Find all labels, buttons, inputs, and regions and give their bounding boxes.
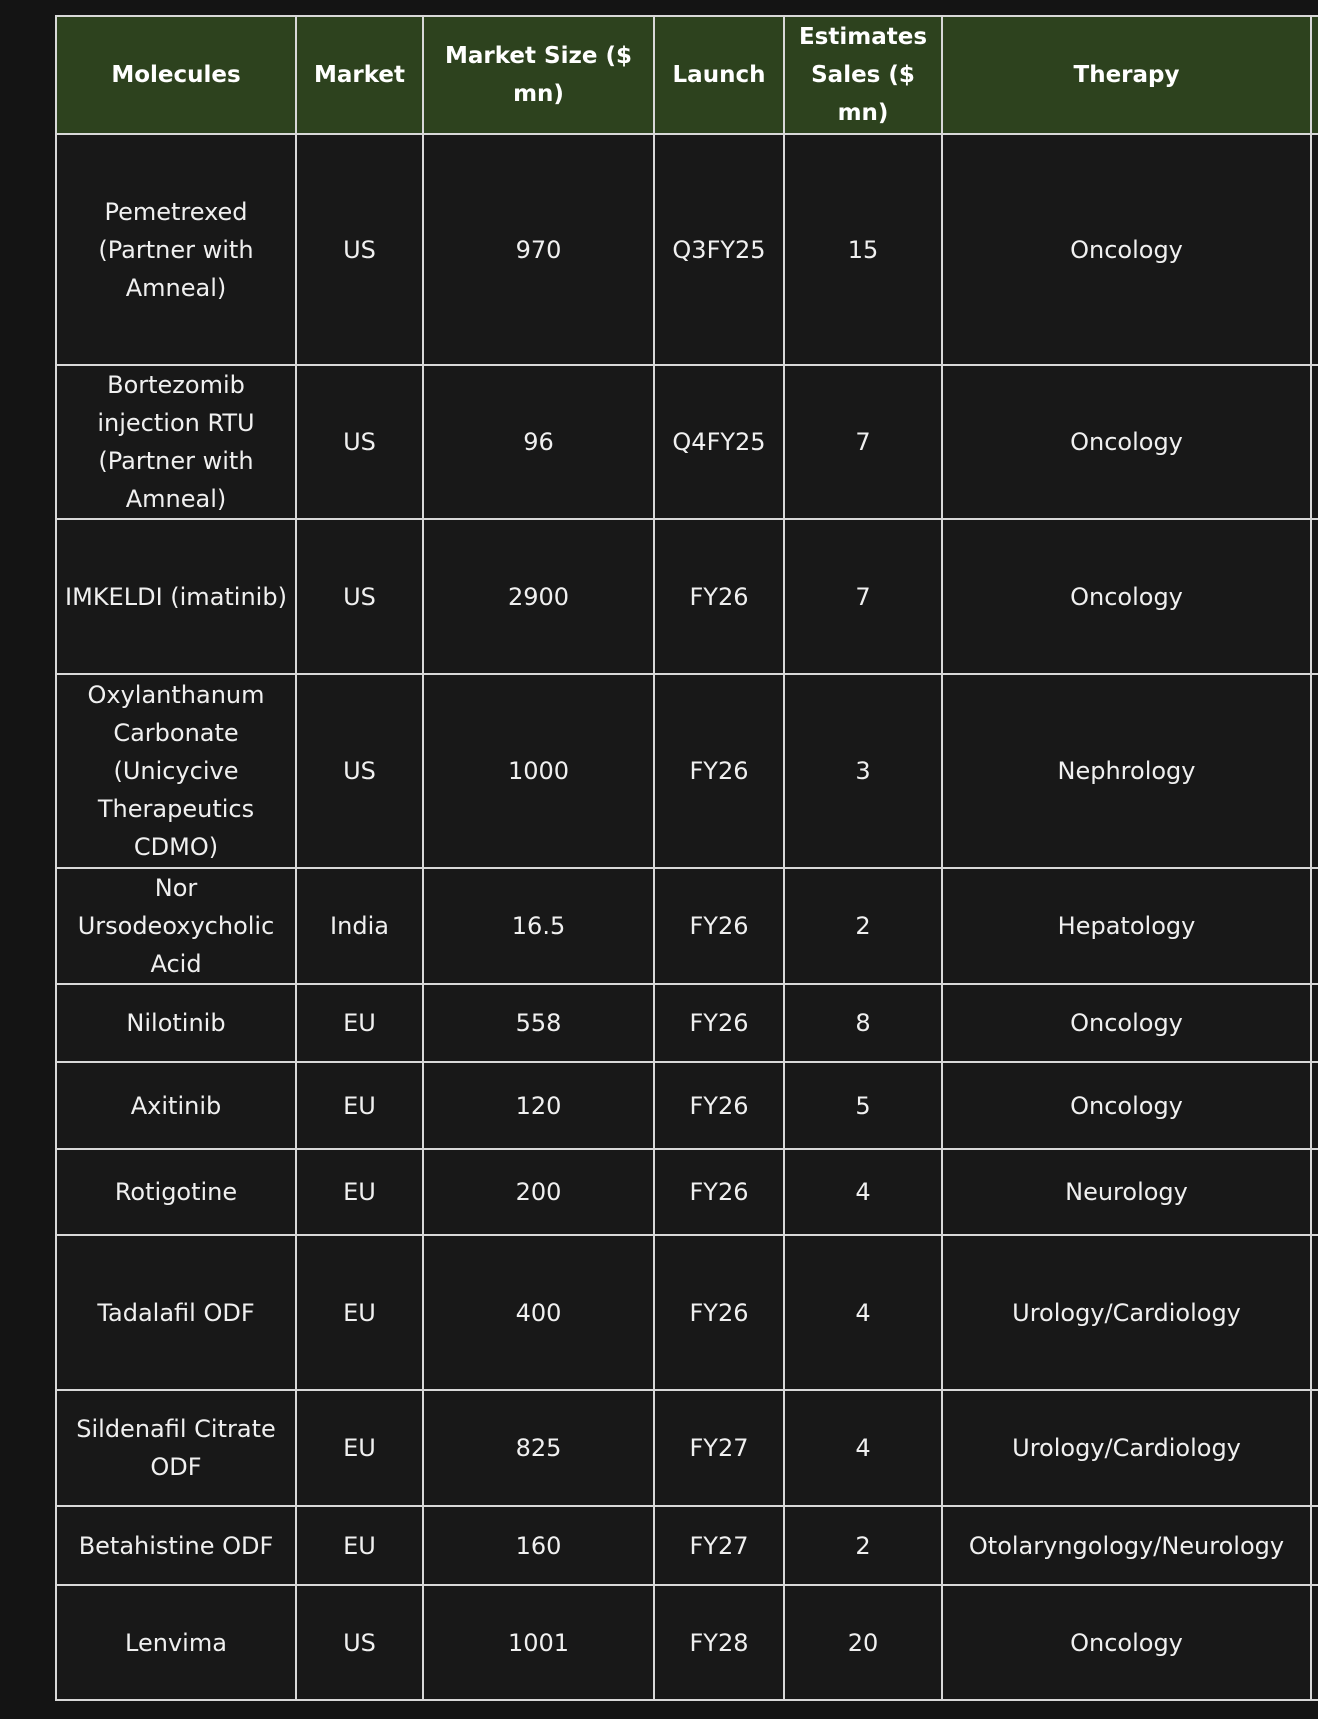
table-row <box>56 1235 1318 1390</box>
cut-off-cell <box>1311 134 1318 365</box>
launch-cell: FY26 <box>654 674 784 868</box>
market-size-cell: 970 <box>423 134 654 365</box>
launch-cell: FY26 <box>654 984 784 1062</box>
estimated-sales-cell: 5 <box>784 1062 942 1149</box>
table-body <box>56 134 1318 1700</box>
estimated-sales-cell: 7 <box>784 519 942 674</box>
cut-off-cell <box>1311 519 1318 674</box>
market-size-cell: 1001 <box>423 1585 654 1700</box>
market-size-cell: 400 <box>423 1235 654 1390</box>
market-size-cell: 200 <box>423 1149 654 1235</box>
market-cell: US <box>296 519 423 674</box>
market-cell: EU <box>296 1235 423 1390</box>
pipeline-table-container <box>55 15 1318 1701</box>
cut-off-cell <box>1311 365 1318 519</box>
table-row <box>56 1062 1318 1149</box>
market-size-cell: 120 <box>423 1062 654 1149</box>
therapy-cell: Urology/Cardiology <box>942 1390 1311 1506</box>
therapy-cell: Oncology <box>942 519 1311 674</box>
launch-cell: FY26 <box>654 1235 784 1390</box>
estimated-sales-cell: 7 <box>784 365 942 519</box>
cut-off-cell <box>1311 1062 1318 1149</box>
cut-off-cell <box>1311 674 1318 868</box>
molecule-cell: Rotigotine <box>56 1149 296 1235</box>
therapy-cell: Nephrology <box>942 674 1311 868</box>
launch-cell: FY27 <box>654 1506 784 1585</box>
therapy-cell: Oncology <box>942 1062 1311 1149</box>
launch-cell: Q3FY25 <box>654 134 784 365</box>
therapy-cell: Neurology <box>942 1149 1311 1235</box>
header-market: Market <box>296 16 423 134</box>
market-size-cell: 96 <box>423 365 654 519</box>
launch-cell: FY26 <box>654 868 784 984</box>
table-row <box>56 519 1318 674</box>
molecule-cell: Nilotinib <box>56 984 296 1062</box>
market-size-cell: 160 <box>423 1506 654 1585</box>
molecule-cell: Lenvima <box>56 1585 296 1700</box>
cut-off-cell <box>1311 1149 1318 1235</box>
market-size-cell: 16.5 <box>423 868 654 984</box>
molecule-cell: IMKELDI (imatinib) <box>56 519 296 674</box>
launch-cell: FY26 <box>654 1149 784 1235</box>
market-size-cell: 2900 <box>423 519 654 674</box>
therapy-cell: Oncology <box>942 134 1311 365</box>
molecule-cell: Tadalafil ODF <box>56 1235 296 1390</box>
cut-off-cell <box>1311 984 1318 1062</box>
table-row <box>56 1390 1318 1506</box>
estimated-sales-cell: 15 <box>784 134 942 365</box>
table-row <box>56 1506 1318 1585</box>
launch-cell: FY26 <box>654 1062 784 1149</box>
launch-cell: Q4FY25 <box>654 365 784 519</box>
cut-off-cell <box>1311 1390 1318 1506</box>
table-row <box>56 984 1318 1062</box>
header-molecules: Molecules <box>56 16 296 134</box>
market-cell: India <box>296 868 423 984</box>
table-row <box>56 365 1318 519</box>
estimated-sales-cell: 8 <box>784 984 942 1062</box>
cut-off-cell <box>1311 1506 1318 1585</box>
molecule-cell: Oxylanthanum Carbonate (Unicycive Therapeutics CDMO) <box>56 674 296 868</box>
table-row <box>56 134 1318 365</box>
pipeline-table <box>55 15 1318 1701</box>
market-cell: US <box>296 134 423 365</box>
molecule-cell: Sildenafil Citrate ODF <box>56 1390 296 1506</box>
estimated-sales-cell: 2 <box>784 868 942 984</box>
launch-cell: FY28 <box>654 1585 784 1700</box>
table-row <box>56 1149 1318 1235</box>
market-cell: EU <box>296 1062 423 1149</box>
therapy-cell: Oncology <box>942 365 1311 519</box>
market-cell: EU <box>296 1506 423 1585</box>
table-row <box>56 868 1318 984</box>
header-estimates-sales: Estimates Sales ($ mn) <box>784 16 942 134</box>
market-cell: US <box>296 365 423 519</box>
market-cell: EU <box>296 984 423 1062</box>
cut-off-cell <box>1311 1585 1318 1700</box>
market-cell: US <box>296 674 423 868</box>
market-cell: EU <box>296 1390 423 1506</box>
estimated-sales-cell: 20 <box>784 1585 942 1700</box>
market-size-cell: 825 <box>423 1390 654 1506</box>
table-header-row <box>56 16 1318 134</box>
header-cut-off-column <box>1311 16 1318 134</box>
therapy-cell: Otolaryngology/Neurology <box>942 1506 1311 1585</box>
cut-off-cell <box>1311 868 1318 984</box>
market-size-cell: 558 <box>423 984 654 1062</box>
header-market-size: Market Size ($ mn) <box>423 16 654 134</box>
estimated-sales-cell: 3 <box>784 674 942 868</box>
estimated-sales-cell: 4 <box>784 1235 942 1390</box>
estimated-sales-cell: 4 <box>784 1149 942 1235</box>
header-launch: Launch <box>654 16 784 134</box>
launch-cell: FY26 <box>654 519 784 674</box>
launch-cell: FY27 <box>654 1390 784 1506</box>
molecule-cell: Betahistine ODF <box>56 1506 296 1585</box>
therapy-cell: Oncology <box>942 1585 1311 1700</box>
cut-off-cell <box>1311 1235 1318 1390</box>
molecule-cell: Axitinib <box>56 1062 296 1149</box>
molecule-cell: Bortezomib injection RTU (Partner with Amneal) <box>56 365 296 519</box>
market-size-cell: 1000 <box>423 674 654 868</box>
market-cell: EU <box>296 1149 423 1235</box>
therapy-cell: Hepatology <box>942 868 1311 984</box>
market-cell: US <box>296 1585 423 1700</box>
table-row <box>56 674 1318 868</box>
therapy-cell: Oncology <box>942 984 1311 1062</box>
molecule-cell: Nor Ursodeoxycholic Acid <box>56 868 296 984</box>
molecule-cell: Pemetrexed (Partner with Amneal) <box>56 134 296 365</box>
therapy-cell: Urology/Cardiology <box>942 1235 1311 1390</box>
table-row <box>56 1585 1318 1700</box>
estimated-sales-cell: 4 <box>784 1390 942 1506</box>
estimated-sales-cell: 2 <box>784 1506 942 1585</box>
header-therapy: Therapy <box>942 16 1311 134</box>
